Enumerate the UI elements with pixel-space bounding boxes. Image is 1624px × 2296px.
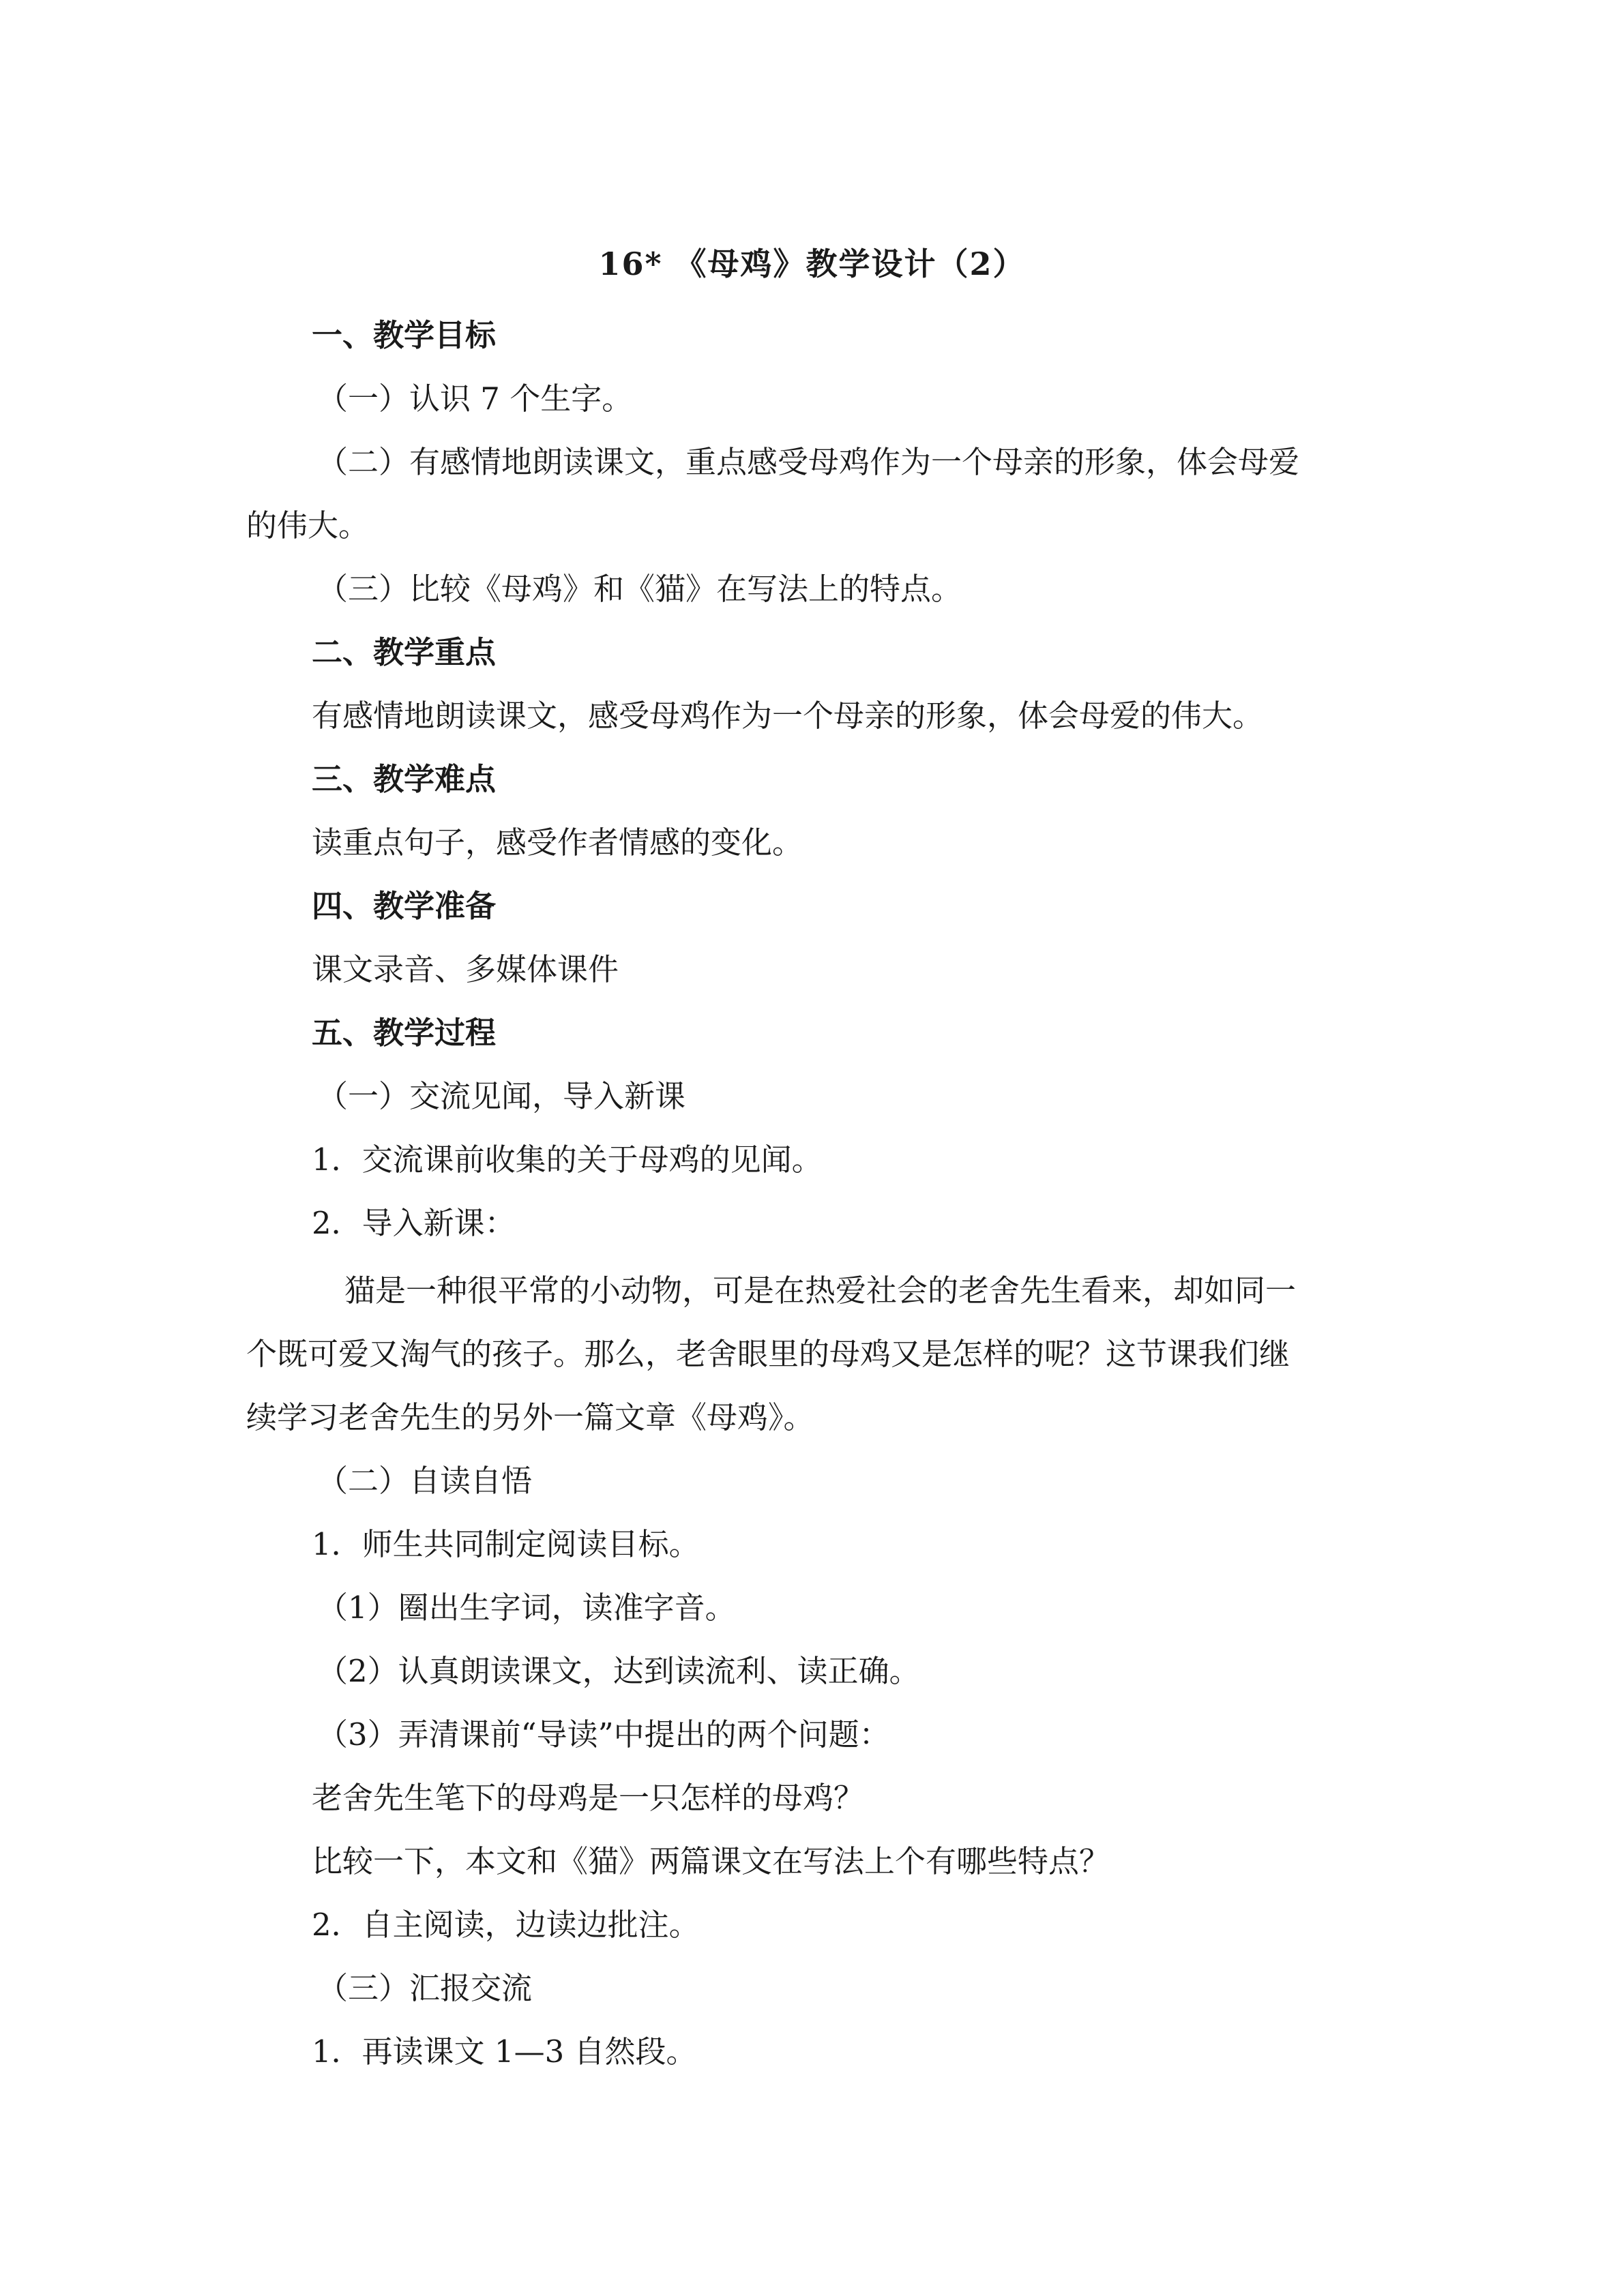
process-step-1-2: 2．导入新课： xyxy=(312,1205,516,1241)
objective-item-3: （三）比较《母鸡》和《猫》在写法上的特点。 xyxy=(317,571,962,607)
guide-question-1: 老舍先生笔下的母鸡是一只怎样的母鸡？ xyxy=(312,1780,865,1816)
process-subsection-3: （三）汇报交流 xyxy=(317,1970,533,2006)
section-heading-objectives: 一、教学目标 xyxy=(312,317,497,353)
section-heading-preparation: 四、教学准备 xyxy=(312,888,497,924)
objective-item-2-line-1: （二）有感情地朗读课文，重点感受母鸡作为一个母亲的形象，体会母爱 xyxy=(317,444,1300,480)
section-heading-difficulties: 三、教学难点 xyxy=(312,761,497,797)
process-step-2-1: 1．师生共同制定阅读目标。 xyxy=(312,1526,700,1562)
section-heading-key-points: 二、教学重点 xyxy=(312,634,497,670)
objective-item-2-line-2: 的伟大。 xyxy=(246,507,370,543)
guide-question-2: 比较一下，本文和《猫》两篇课文在写法上个有哪些特点？ xyxy=(312,1843,1110,1879)
process-step-2-1c: （3）弄清课前“导读”中提出的两个问题： xyxy=(317,1716,890,1753)
process-subsection-2: （二）自读自悟 xyxy=(317,1463,533,1499)
page-title: 16* 《母鸡》教学设计（2） xyxy=(598,245,1026,282)
key-points-text: 有感情地朗读课文，感受母鸡作为一个母亲的形象，体会母爱的伟大。 xyxy=(312,698,1264,734)
process-subsection-1: （一）交流见闻，导入新课 xyxy=(317,1078,686,1114)
process-step-3-1: 1．再读课文 1—3 自然段。 xyxy=(312,2033,697,2070)
intro-paragraph-line-3: 续学习老舍先生的另外一篇文章《母鸡》。 xyxy=(246,1399,814,1435)
intro-paragraph-line-1: 猫是一种很平常的小动物，可是在热爱社会的老舍先生看来，却如同一 xyxy=(344,1272,1297,1309)
process-step-1-1: 1．交流课前收集的关于母鸡的见闻。 xyxy=(312,1142,823,1178)
intro-paragraph-line-2: 个既可爱又淘气的孩子。那么，老舍眼里的母鸡又是怎样的呢？这节课我们继 xyxy=(246,1336,1290,1372)
process-step-2-1b: （2）认真朗读课文，达到读流利、读正确。 xyxy=(317,1653,920,1689)
preparation-text: 课文录音、多媒体课件 xyxy=(312,951,619,987)
difficulties-text: 读重点句子，感受作者情感的变化。 xyxy=(312,824,803,861)
objective-item-1: （一）认识 7 个生字。 xyxy=(317,381,633,417)
section-heading-process: 五、教学过程 xyxy=(312,1015,497,1051)
process-step-2-2: 2．自主阅读，边读边批注。 xyxy=(312,1907,700,1943)
process-step-2-1a: （1）圈出生字词，读准字音。 xyxy=(317,1590,736,1626)
